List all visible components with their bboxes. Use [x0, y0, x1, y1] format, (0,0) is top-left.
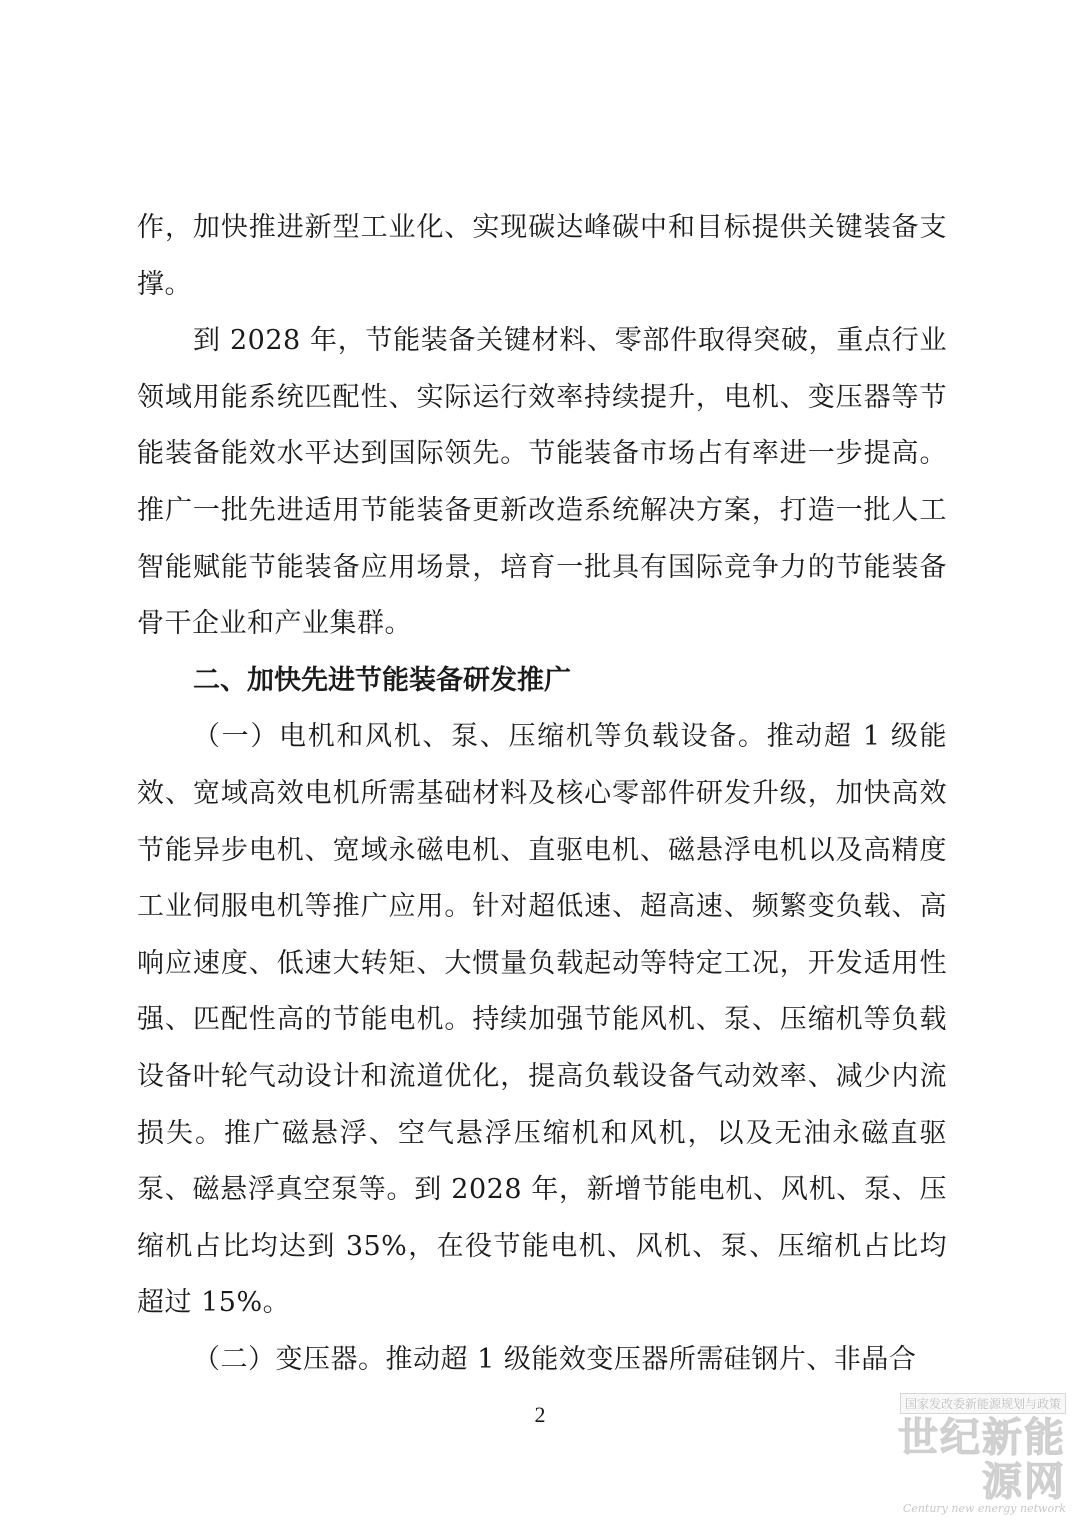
paragraph-2028-goals: 到 2028 年，节能装备关键材料、零部件取得突破，重点行业领域用能系统匹配性、实际运行效率持续提升，电机、变压器等节能装备能效水平达到国际领先。节能装备市场占有率进一步提高。推广一批先进适用节能装备更新改造系统解决方案，打造一批人工智能赋能节能装备应用场景，培育一批具有国际竞争力的节能装备骨干企业和产业集群。	[137, 325, 947, 640]
page-number: 2	[534, 1402, 546, 1427]
watermark-title: 世纪新能源网	[898, 1414, 1066, 1505]
paragraph-continuation: 作，加快推进新型工业化、实现碳达峰碳中和目标提供关键装备支撑。	[137, 212, 947, 300]
section-heading: 二、加快先进节能装备研发推广	[193, 664, 571, 696]
paragraph-motors: （一）电机和风机、泵、压缩机等负载设备。推动超 1 级能效、宽域高效电机所需基础材料及核心零部件研发升级，加快高效节能异步电机、宽域永磁电机、直驱电机、磁悬浮电机以及高精度工业伺服电机等推广应用。针对超低速、超高速、频繁变负载、高响应速度、低速大转矩、大惯量负载起动等特定工况，开发适用性强、匹配性高的节能电机。持续加强节能风机、泵、压缩机等负载设备叶轮气动设计和流道优化，提高负载设备气动效率、减少内流损失。推广磁悬浮、空气悬浮压缩机和风机，以及无油永磁直驱泵、磁悬浮真空泵等。到 2028 年，新增节能电机、风机、泵、压缩机占比均达到 35%，在役节能电机、风机、泵、压缩机占比均超过 15%。	[137, 721, 947, 1319]
body-text	[137, 200, 947, 1388]
watermark-subtitle: Century new energy network	[902, 1502, 1066, 1515]
watermark-logo	[866, 1393, 1066, 1515]
paragraph-transformers: （二）变压器。推动超 1 级能效变压器所需硅钢片、非晶合	[193, 1343, 917, 1375]
watermark-banner: 国家发改委新能源规划与政策	[900, 1393, 1066, 1414]
